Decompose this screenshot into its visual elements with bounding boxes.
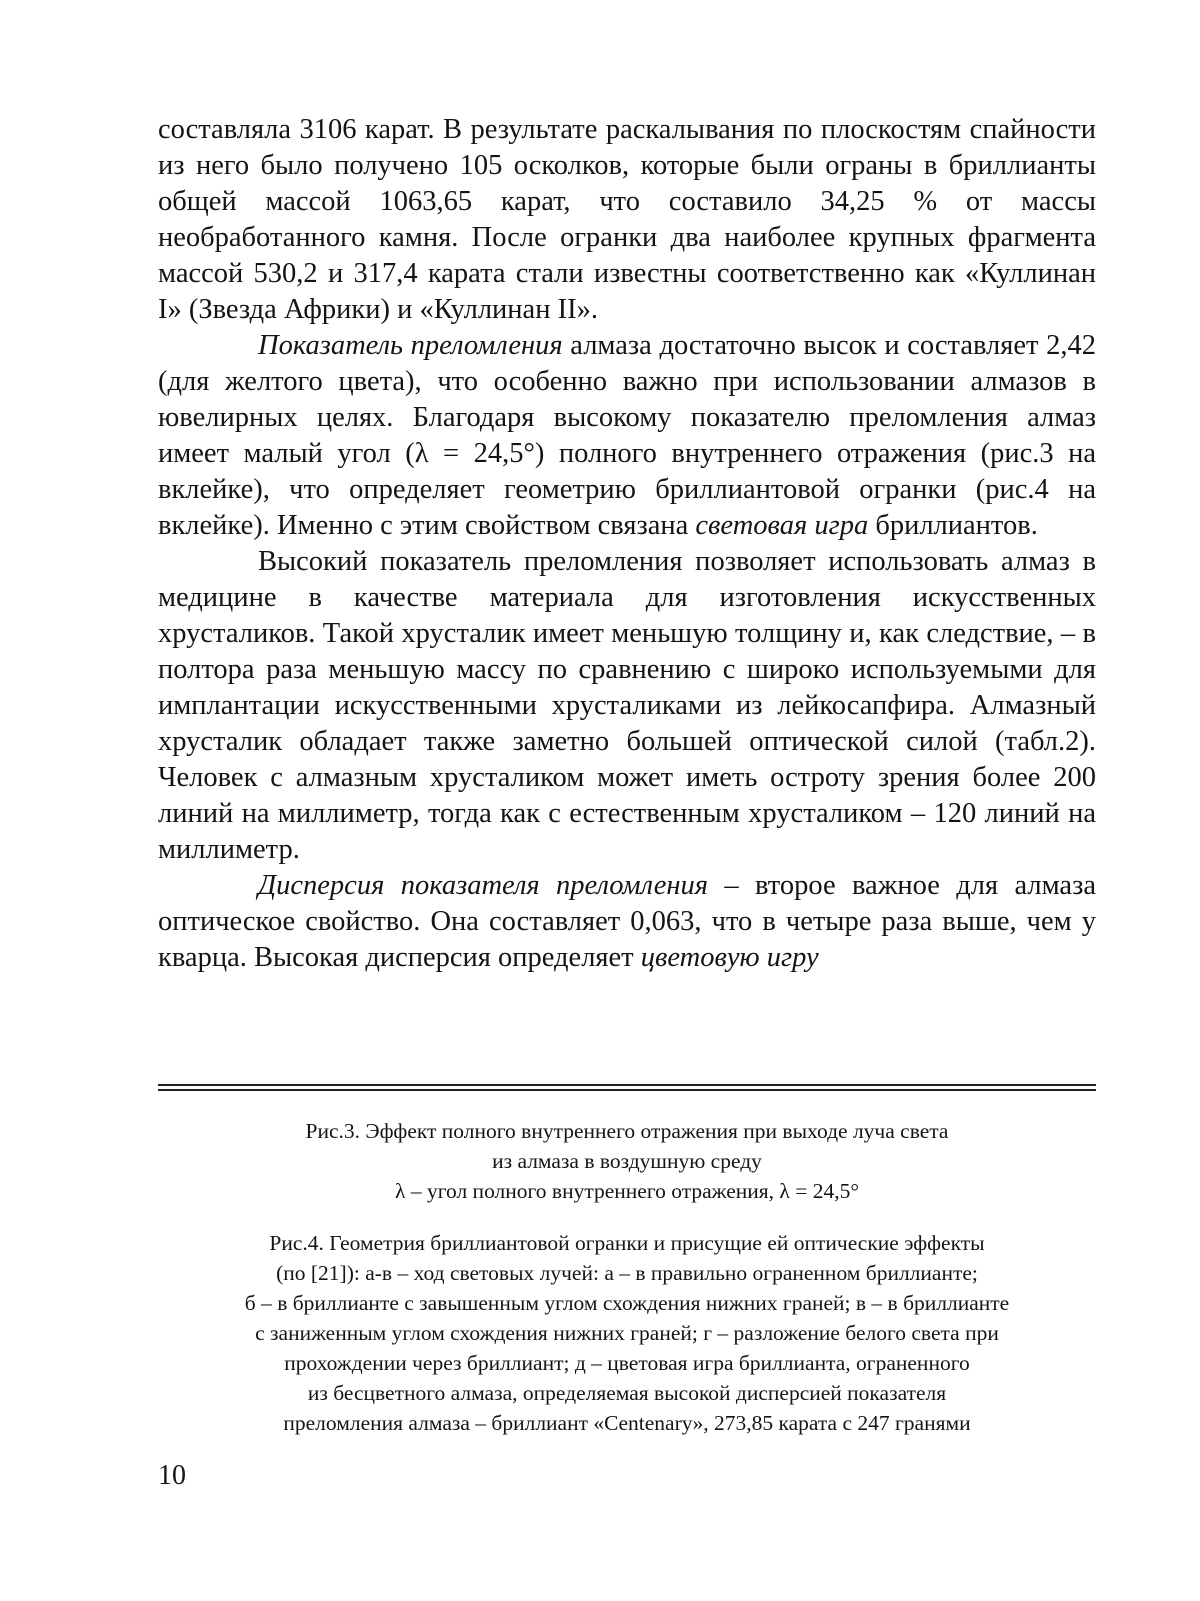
page-number: 10 [158, 1460, 186, 1491]
term-light-play: световая игра [695, 510, 869, 541]
divider-line [158, 1089, 1096, 1091]
caption-line: из алмаза в воздушную среду [492, 1149, 762, 1173]
paragraph-cullinan: составляла 3106 карат. В результате раскалывания по плоскостям спайности из него было получено 105 осколков, которые были ограны в бриллианты общей массой 1063,65 карат, что составило 34,25 % от массы необработанного камня. После огранки два наиболее крупных фрагмента массой 530,2 и 317,4 карата стали известны соответственно как «Куллинан I» (Звезда Африки) и «Куллинан II». [158, 114, 1096, 325]
figure-4-caption [158, 1228, 1096, 1438]
caption-line: прохождении через бриллиант; д – цветовая игра бриллианта, ограненного [284, 1351, 970, 1375]
caption-line: Рис.4. Геометрия бриллиантовой огранки и присущие ей оптические эффекты [269, 1231, 985, 1255]
paragraph-text: алмаза достаточно высок и составляет 2,42 (для желтого цвета), что особенно важно при использовании алмазов в ювелирных целях. Благодаря высокому показателю преломления алмаз имеет малый угол (λ = 24,5°) полного внутреннего отражения (рис.3 на вклейке), что определяет геометрию бриллиантовой огранки (рис.4 на вклейке). Именно с этим свойством связана [158, 330, 1097, 541]
caption-line: б – в бриллианте с завышенным углом схождения нижних граней; в – в бриллианте [244, 1291, 1010, 1315]
paragraph-medicine-lens: Высокий показатель преломления позволяет использовать алмаз в медицине в качестве материала для изготовления искусственных хрусталиков. Такой хрусталик имеет меньшую толщину и, как следствие, – в полтора раза меньшую массу по сравнению с широко используемыми для имплантации искусственными хрусталиками из лейкосапфира. Алмазный хрусталик обладает также заметно большей оптической силой (табл.2). Человек с алмазным хрусталиком может иметь остроту зрения более 200 линий на миллиметр, тогда как с естественным хрусталиком – 120 линий на миллиметр. [158, 546, 1096, 865]
footnote-divider [158, 1084, 1096, 1094]
caption-line: преломления алмаза – бриллиант «Centenary», 273,85 карата с 247 гранями [283, 1411, 971, 1435]
caption-line: Рис.3. Эффект полного внутреннего отражения при выходе луча света [305, 1119, 949, 1143]
paragraph-refractive-index [158, 328, 1096, 544]
term-dispersion: Дисперсия показателя преломления [258, 870, 709, 901]
term-refractive-index: Показатель преломления [258, 330, 563, 361]
term-color-play: цветовую игру [640, 942, 819, 973]
caption-line: из бесцветного алмаза, определяемая высокой дисперсией показателя [307, 1381, 947, 1405]
caption-line: с заниженным углом схождения нижних граней; г – разложение белого света при [255, 1321, 999, 1345]
divider-line [158, 1084, 1096, 1086]
figure-3-caption [158, 1116, 1096, 1206]
caption-line: λ – угол полного внутреннего отражения, λ = 24,5° [395, 1179, 859, 1203]
body-text [158, 112, 1096, 976]
paragraph-text: бриллиантов. [868, 510, 1038, 541]
paragraph-dispersion [158, 868, 1096, 976]
caption-line: (по [21]): а-в – ход световых лучей: а – в правильно ограненном бриллианте; [276, 1261, 978, 1285]
paragraph-text: – второе важное для алмаза оптическое свойство. Она составляет 0,063, что в четыре раза выше, чем у кварца. Высокая дисперсия определяет [158, 870, 1096, 973]
